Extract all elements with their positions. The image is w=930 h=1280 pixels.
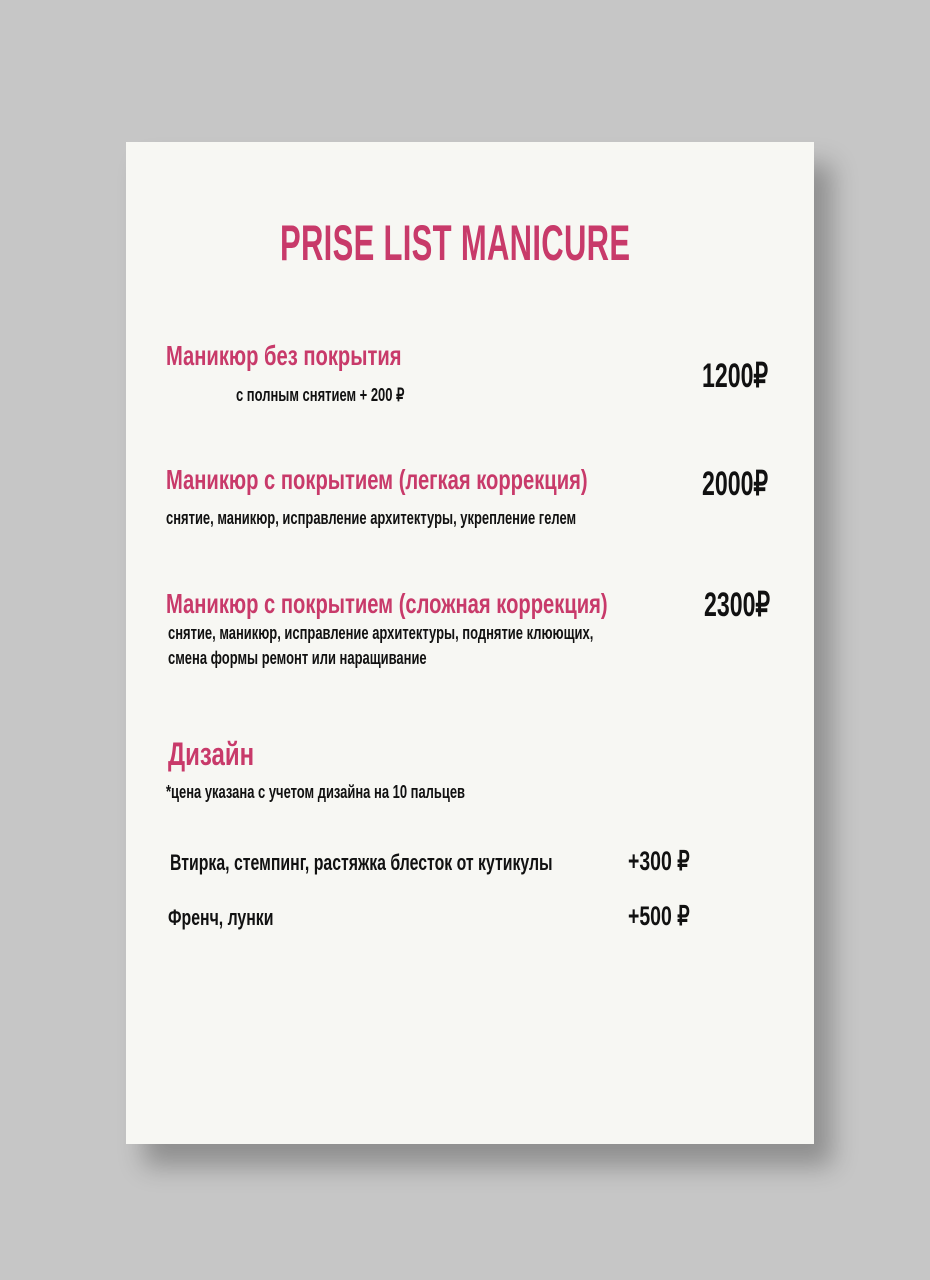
- service-name: Маникюр с покрытием (легкая коррекция): [166, 464, 588, 495]
- design-item-name: Втирка, стемпинг, растяжка блесток от кутикулы: [170, 850, 553, 875]
- price-list-sheet: [126, 142, 814, 1144]
- page-title: PRISE LIST MANICURE: [280, 215, 631, 271]
- service-description: с полным снятием + 200 ₽: [236, 385, 405, 405]
- service-price: 1200₽: [702, 357, 769, 395]
- service-price: 2300₽: [704, 586, 771, 624]
- design-section-title: Дизайн: [168, 736, 255, 772]
- design-item-price: +500 ₽: [628, 901, 690, 931]
- service-name: Маникюр без покрытия: [166, 340, 402, 371]
- service-price: 2000₽: [702, 465, 769, 503]
- service-description: снятие, маникюр, исправление архитектуры, укрепление гелем: [166, 508, 577, 528]
- service-description-line: смена формы ремонт или наращивание: [168, 648, 427, 668]
- design-note: *цена указана с учетом дизайна на 10 пальцев: [166, 782, 466, 802]
- design-item-price: +300 ₽: [628, 846, 690, 876]
- service-description-line: снятие, маникюр, исправление архитектуры, поднятие клюющих,: [168, 623, 594, 643]
- design-item-name: Френч, лунки: [168, 905, 274, 930]
- service-name: Маникюр с покрытием (сложная коррекция): [166, 588, 608, 619]
